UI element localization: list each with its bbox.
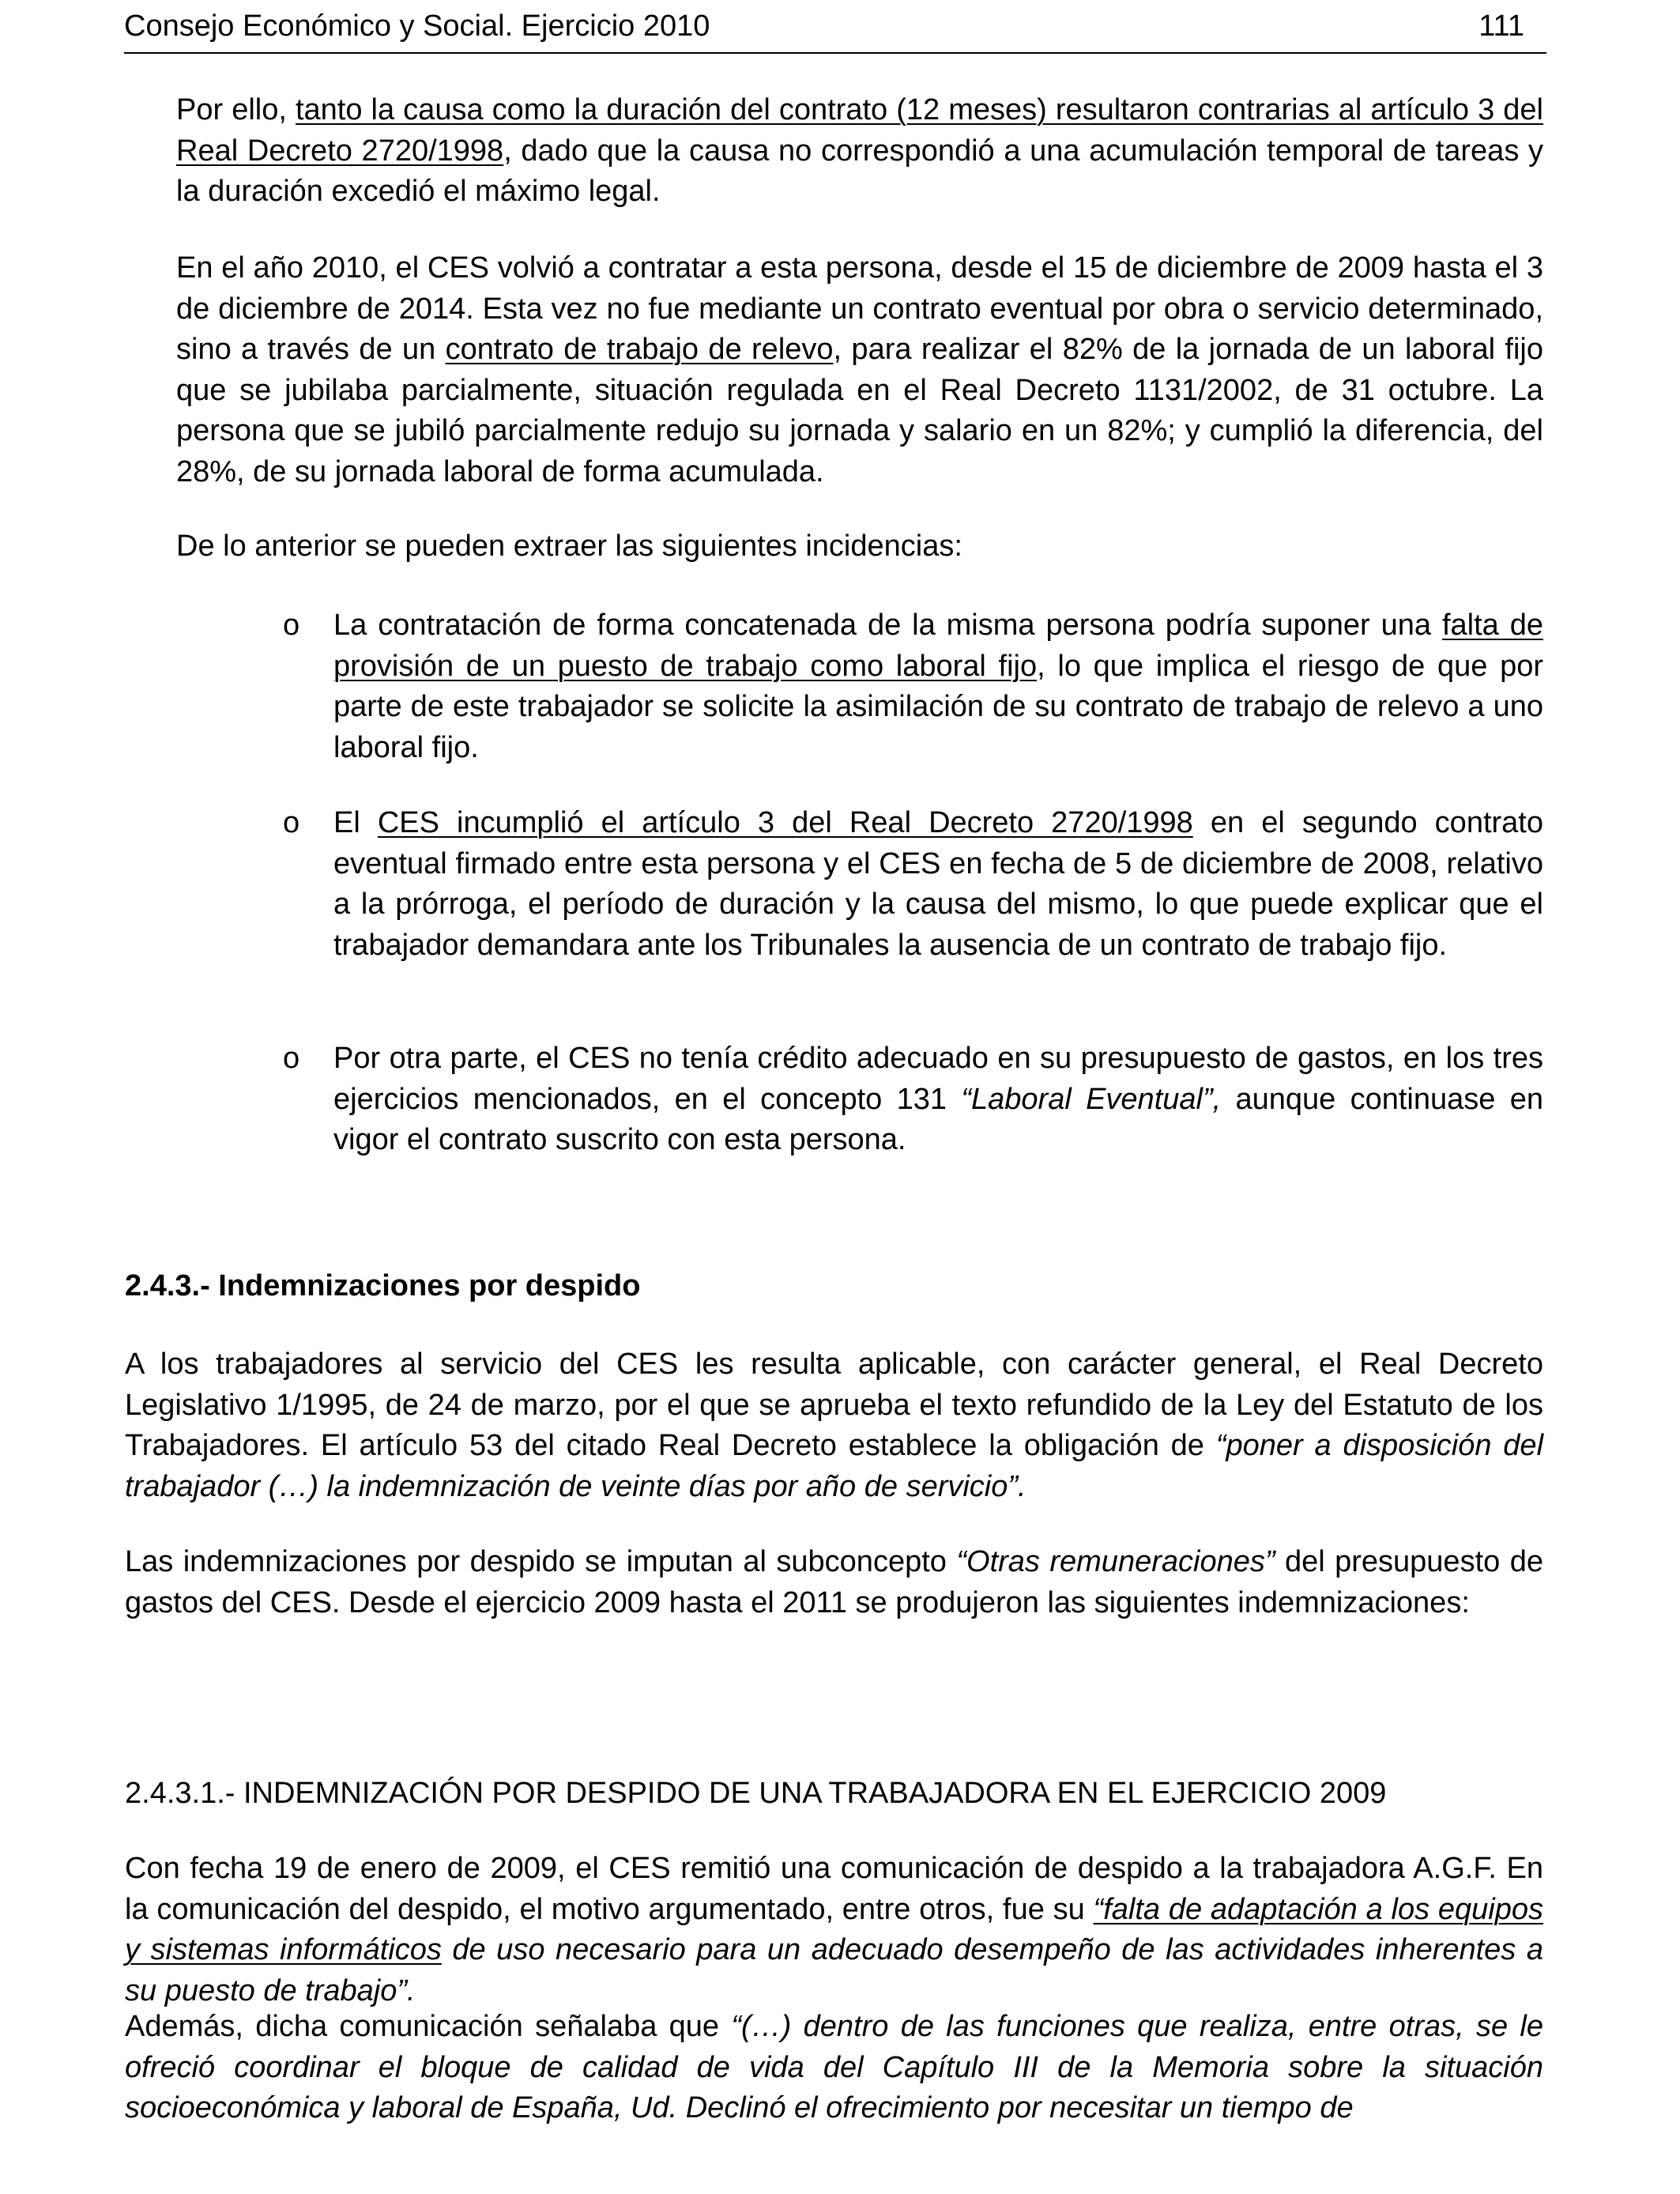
bullet-item xyxy=(333,605,1543,768)
text-run: , dado que la causa no correspondió a una acumulación temporal de tareas y la duración excedió el máximo legal. xyxy=(176,134,1543,209)
text-run: en el segundo contrato eventual firmado entre esta persona y el CES en fecha de 5 de diciembre de 2008, relativo a la prórroga, el período de duración y la causa del mismo, lo que puede explicar que el trabajador demandara ante los Tribunales la ausencia de un contrato de trabajo fijo. xyxy=(333,806,1543,962)
underlined-text: tanto la causa como la duración del contrato (12 meses) resultaron contrarias al artículo 3 del Real Decreto 2720/1998 xyxy=(176,93,1543,168)
bullet-marker: o xyxy=(283,1042,300,1075)
paragraph-contract-2010 xyxy=(176,248,1543,493)
bullet-marker: o xyxy=(283,609,300,642)
text-run: La contratación de forma concatenada de la misma persona podría suponer una xyxy=(333,609,1442,642)
bullet-marker: o xyxy=(283,806,300,839)
paragraph-incidences-intro: De lo anterior se pueden extraer las siguientes incidencias: xyxy=(176,530,962,563)
text-run: aunque continuase en vigor el contrato suscrito con esta persona. xyxy=(333,1082,1543,1157)
text-run: En el año 2010, el CES volvió a contratar a esta persona, desde el 15 de diciembre de 2009 hasta el 3 de diciembre de 2014. Esta vez no fue mediante un contrato eventual por obra o servicio determinado, sino a través de un xyxy=(176,251,1543,367)
italic-text: de uso necesario para un adecuado desempeño de las actividades inherentes a su puesto de trabajo”. xyxy=(125,1933,1543,2007)
subsection-heading: 2.4.3.1.- INDEMNIZACIÓN POR DESPIDO DE UNA TRABAJADORA EN EL EJERCICIO 2009 xyxy=(125,1777,1387,1810)
page-header xyxy=(124,6,1546,54)
text-run: Con fecha 19 de enero de 2009, el CES remitió una comunicación de despido a la trabajadora A.G.F. En la comunicación del despido, el motivo argumentado, entre otros, fue su xyxy=(125,1852,1543,1926)
bullet-item xyxy=(333,1039,1543,1161)
text-run: A los trabajadores al servicio del CES les resulta aplicable, con carácter general, el Real Decreto Legislativo 1/1995, de 24 de marzo, por el que se aprueba el texto refundido de la Ley del Estatuto de los Trabajadores. El artículo 53 del citado Real Decreto establece la obligación de xyxy=(125,1348,1543,1463)
italic-text: “Laboral Eventual”, xyxy=(961,1082,1222,1116)
paragraph-legal-basis xyxy=(125,1344,1543,1507)
underlined-text: falta de provisión de un puesto de trabajo como laboral fijo xyxy=(333,609,1543,683)
italic-underlined-text: “falta de adaptación a los equipos y sistemas informáticos xyxy=(125,1892,1543,1967)
text-run: El xyxy=(333,806,378,839)
page-number: 111 xyxy=(1478,9,1524,43)
text-run: , para realizar el 82% de la jornada de un laboral fijo que se jubilaba parcialmente, situación regulada en el Real Decreto 1131/2002, de 31 octubre. La persona que se jubiló parcialmente redujo su jornada y salario en un 82%; y cumplió la diferencia, del 28%, de su jornada laboral de forma acumulada. xyxy=(176,333,1543,488)
section-heading: 2.4.3.- Indemnizaciones por despido xyxy=(125,1269,641,1302)
text-run: del presupuesto de gastos del CES. Desde el ejercicio 2009 hasta el 2011 se produjeron las siguientes indemnizaciones: xyxy=(125,1545,1543,1619)
underlined-text: contrato de trabajo de relevo xyxy=(445,333,834,367)
italic-text: “(…) dentro de las funciones que realiza, entre otras, se le ofreció coordinar el bloque de calidad de vida del Capítulo III de la Memoria sobre la situación socioeconómica y laboral de España, Ud. Declinó el ofrecimiento por necesitar un tiempo de xyxy=(125,2010,1543,2125)
text-run: Las indemnizaciones por despido se imputan al subconcepto xyxy=(125,1545,957,1578)
bullet-item xyxy=(333,803,1543,966)
header-title: Consejo Económico y Social. Ejercicio 2010 xyxy=(124,9,710,43)
paragraph-communication xyxy=(125,2007,1543,2129)
italic-text: “poner a disposición del trabajador (…) la indemnización de veinte días por año de servicio”. xyxy=(125,1429,1544,1503)
text-run: Además, dicha comunicación señalaba que xyxy=(125,2010,732,2043)
paragraph-conclusion xyxy=(176,90,1543,213)
text-run: , lo que implica el riesgo de que por parte de este trabajador se solicite la asimilación de su contrato de trabajo de relevo a uno laboral fijo. xyxy=(333,649,1543,764)
italic-text: “Otras remuneraciones” xyxy=(956,1545,1275,1578)
text-run: Por otra parte, el CES no tenía crédito adecuado en su presupuesto de gastos, en los tres ejercicios mencionados, en el concepto 131 xyxy=(333,1042,1543,1116)
paragraph-indemnizations xyxy=(125,1542,1543,1623)
text-run: Por ello, xyxy=(176,93,296,126)
paragraph-dismissal xyxy=(125,1849,1543,2011)
underlined-text: CES incumplió el artículo 3 del Real Decreto 2720/1998 xyxy=(377,806,1193,839)
